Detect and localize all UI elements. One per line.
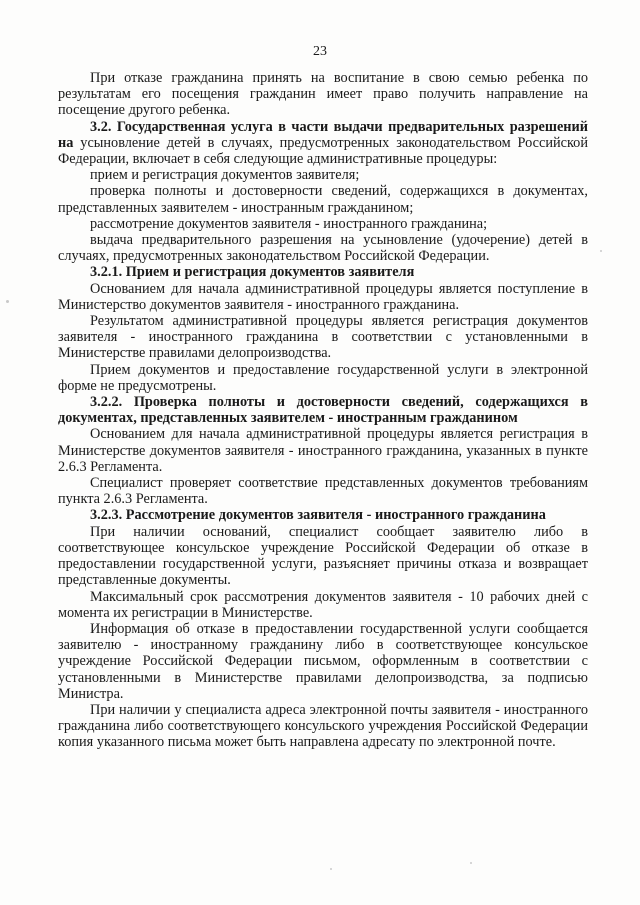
paragraph-3-2-3-notice: Информация об отказе в предоставлении государственной услуги сообщается заявителю - иностранному гражданину либо в соответствующее консульское учреждение Российской Федерации письмом, оформленным в соответствии с установленными в Министерстве правилами делопроизводства, за подписью Министра. <box>58 620 588 702</box>
scan-speck <box>600 250 602 252</box>
paragraph-3-2-2-check: Специалист проверяет соответствие представленных документов требованиям пункта 2.6.3 Регламента. <box>58 475 588 508</box>
heading-3-2-3: 3.2.3. Рассмотрение документов заявителя - иностранного гражданина <box>90 507 546 524</box>
heading-3-2-1: 3.2.1. Прием и регистрация документов заявителя <box>90 264 415 281</box>
heading-3-2-2: 3.2.2. Проверка полноты и достоверности сведений, содержащихся в документах, представленных заявителем - иностранным гражданином <box>58 394 588 427</box>
paragraph-3-2-3-refusal: При наличии оснований, специалист сообщает заявителю либо в соответствующее консульское учреждение Российской Федерации об отказе в предоставлении государственной услуги, разъясняет причины отказа и возвращает представленные документы. <box>58 523 588 589</box>
paragraph-3-2-1-basis: Основанием для начала административной процедуры является поступление в Министерство документов заявителя - иностранного гражданина. <box>58 280 588 313</box>
section-3-2-heading: 3.2. Государственная услуга в части выдачи предварительных разрешений на <box>58 118 588 151</box>
paragraph-3-2-3-email: При наличии у специалиста адреса электронной почты заявителя - иностранного гражданина либо соответствующего консульского учреждения Российской Федерации копия указанного письма может быть направлена адресату по электронной почте. <box>58 701 588 751</box>
paragraph-3-2-2-basis: Основанием для начала административной процедуры является регистрация в Министерстве документов заявителя - иностранного гражданина, указанных в пункте 2.6.3 Регламента. <box>58 426 588 475</box>
section-3-2-text: усыновление детей в случаях, предусмотренных законодательством Российской Федерации, включает в себя следующие административные процедуры: <box>58 134 588 168</box>
paragraph-3-2-1-electronic: Прием документов и предоставление государственной услуги в электронной форме не предусмотрены. <box>58 361 588 394</box>
page-number: 23 <box>313 44 327 59</box>
scan-speck <box>6 300 9 303</box>
paragraph-3-2-1-result: Результатом административной процедуры является регистрация документов заявителя - иностранного гражданина в соответствии с установленными в Министерстве правилами делопроизводства. <box>58 313 588 362</box>
list-item-reception: прием и регистрация документов заявителя; <box>90 167 360 184</box>
section-3-2-intro <box>58 119 588 168</box>
scan-speck <box>470 862 472 864</box>
paragraph-refusal-visit: При отказе гражданина принять на воспитание в свою семью ребенка по результатам его посещения гражданин имеет право получить направление на посещение другого ребенка. <box>58 70 588 119</box>
list-item-review: рассмотрение документов заявителя - иностранного гражданина; <box>90 215 488 232</box>
paragraph-3-2-3-term: Максимальный срок рассмотрения документов заявителя - 10 рабочих дней с момента их регистрации в Министерстве. <box>58 588 588 621</box>
document-body <box>58 70 588 751</box>
list-item-verification: проверка полноты и достоверности сведений, содержащихся в документах, представленных заявителем - иностранным гражданином; <box>58 183 588 216</box>
list-item-issuance: выдача предварительного разрешения на усыновление (удочерение) детей в случаях, предусмотренных законодательством Российской Федерации. <box>58 232 588 265</box>
scan-speck <box>330 868 332 870</box>
